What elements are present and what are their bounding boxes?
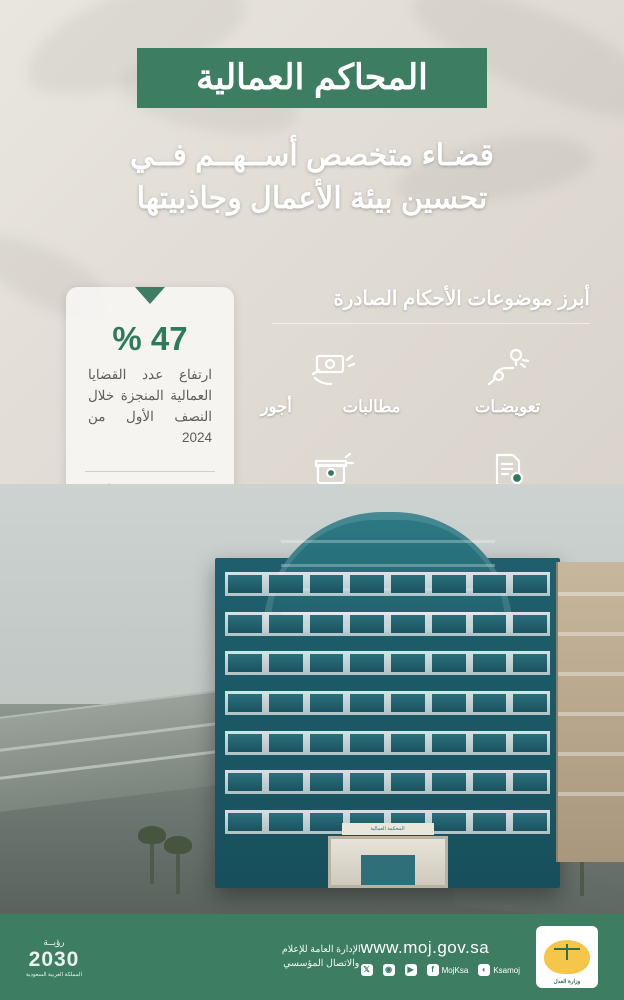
divider [272,323,590,324]
building-sign: المحكمة العمالية [342,823,434,835]
department-name [282,943,361,972]
poster-title-band [137,48,487,108]
department-line-1: الإدارة العامة للإعلام [281,943,361,955]
scales-crest-icon [544,940,590,974]
poster-subtitle [0,135,624,220]
social-snapchat[interactable] [478,964,520,976]
snapchat-icon: ◐ [478,964,490,976]
social-links[interactable] [361,964,520,976]
subtitle-line-2: تحسين بيئة الأعمال وجاذبيتها [136,181,488,215]
instagram-icon: ◉ [383,964,395,976]
building-floors [225,572,550,834]
stat-description: ارتفاع عدد القضايا العمالية المنجزة خلال النصف الأول من 2024 [88,367,212,446]
snapchat-handle: Ksamoj [493,965,520,975]
department-line-2: والاتصال المؤسسي [283,958,360,969]
topic-item [421,342,594,419]
social-facebook[interactable] [427,964,469,976]
side-fin [558,592,624,596]
vision-top-text: رؤيــة [43,936,65,947]
footer-bar [0,914,624,1000]
side-fin [558,792,624,796]
social-youtube[interactable] [405,964,417,976]
topic-label: تعويضـات [474,398,541,416]
vision-main-text: 2030 [28,947,80,971]
building-floor [225,770,550,794]
facebook-icon: f [427,964,439,976]
logo-caption: وزارة العدل [553,979,581,985]
footer-contact [361,938,520,976]
social-instagram[interactable] [383,964,395,976]
youtube-icon: ▶ [405,964,417,976]
side-fin [558,672,624,676]
money-hand-icon [307,342,355,388]
palm-tree-icon [150,838,154,884]
card-notch-decoration [135,287,165,304]
entrance-door [361,855,415,885]
building-floor [225,612,550,636]
side-fin [558,752,624,756]
side-fin [558,712,624,716]
website-link[interactable]: www.moj.gov.sa [360,938,490,957]
x-icon: 𝕏 [361,964,373,976]
building-floor [225,691,550,715]
topic-label: مطالبات أجور [260,398,401,416]
subtitle-line-1: قضـاء متخصص أســهــم فــي [130,139,494,172]
building [215,558,560,888]
court-building-photo [0,484,624,914]
stat-number: 47 % [112,320,188,357]
coins-hand-icon [485,342,531,388]
ministry-of-justice-logo [536,926,598,988]
page-title: المحاكم العمالية [196,58,428,97]
building-side-wing [556,562,624,862]
building-entrance [328,826,448,888]
topics-heading: أبرز موضوعات الأحكام الصادرة [333,288,590,310]
side-fin [558,632,624,636]
vision-sub-text: المملكة العربية السعودية [26,971,82,978]
arch-pane [281,540,495,543]
stat-item [82,321,218,449]
facebook-handle: MojKsa [441,965,469,975]
divider [85,471,215,472]
building-floor [225,731,550,755]
arch-pane [281,564,495,567]
building-floor [225,572,550,596]
palm-tree-icon [176,848,180,894]
topic-item [244,342,417,419]
social-x[interactable] [361,964,373,976]
vision-2030-logo [26,937,82,978]
building-floor [225,651,550,675]
